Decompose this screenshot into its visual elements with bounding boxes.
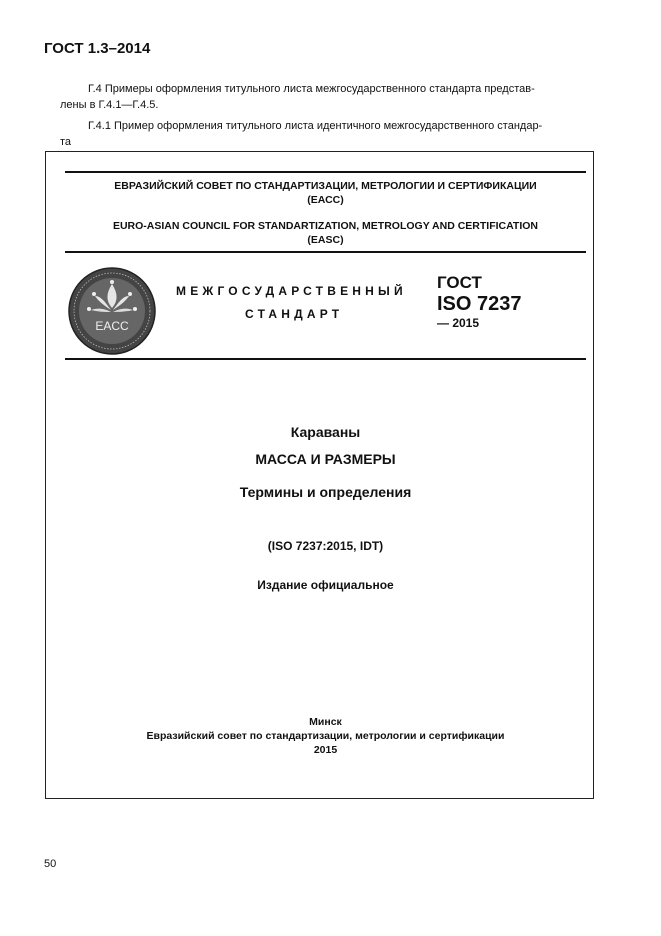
page-number: 50 [44,858,57,870]
imprint-year: 2015 [313,744,338,756]
equivalence-mark: (ISO 7237:2015, IDT) [267,539,384,553]
designation-gost: ГОСТ [437,273,482,292]
title-line-2: МАССА И РАЗМЕРЫ [255,451,396,467]
middle-rule [65,251,586,253]
paragraph-intro-line-1: Г.4 Примеры оформления титульного листа межгосударственного стандарта представ- [88,83,535,95]
designation-year: — 2015 [437,316,480,330]
title-page-frame [45,151,594,799]
paragraph-example-line-2: та [60,136,72,148]
imprint-publisher: Евразийский совет по стандартизации, метрологии и сертификации [146,730,505,742]
title-line-3: Термины и определения [239,484,412,500]
paragraph-intro-line-2: лены в Г.4.1—Г.4.5. [60,99,159,111]
council-name-en: EURO-ASIAN COUNCIL FOR STANDARTIZATION, METROLOGY AND CERTIFICATION [112,220,539,232]
eacc-logo [67,266,157,356]
title-line-1: Караваны [290,424,361,440]
designation-number: ISO 7237 [437,293,522,315]
council-name-ru: ЕВРАЗИЙСКИЙ СОВЕТ ПО СТАНДАРТИЗАЦИИ, МЕТРОЛОГИИ И СЕРТИФИКАЦИИ [114,180,537,192]
document-header: ГОСТ 1.3–2014 [44,40,151,57]
logo-text: EACC [95,319,129,333]
council-abbr-en: (EASC) [307,234,344,246]
council-abbr-ru: (ЕАСС) [307,194,344,206]
standard-type-line-2: СТАНДАРТ [245,307,344,321]
paragraph-example-line-1: Г.4.1 Пример оформления титульного листа идентичного межгосударственного стандар- [88,120,543,132]
standard-type-line-1: МЕЖГОСУДАРСТВЕННЫЙ [176,284,407,298]
imprint-city: Минск [309,716,342,728]
top-rule [65,171,586,173]
edition-label: Издание официальное [257,578,394,592]
bottom-rule [65,358,586,360]
